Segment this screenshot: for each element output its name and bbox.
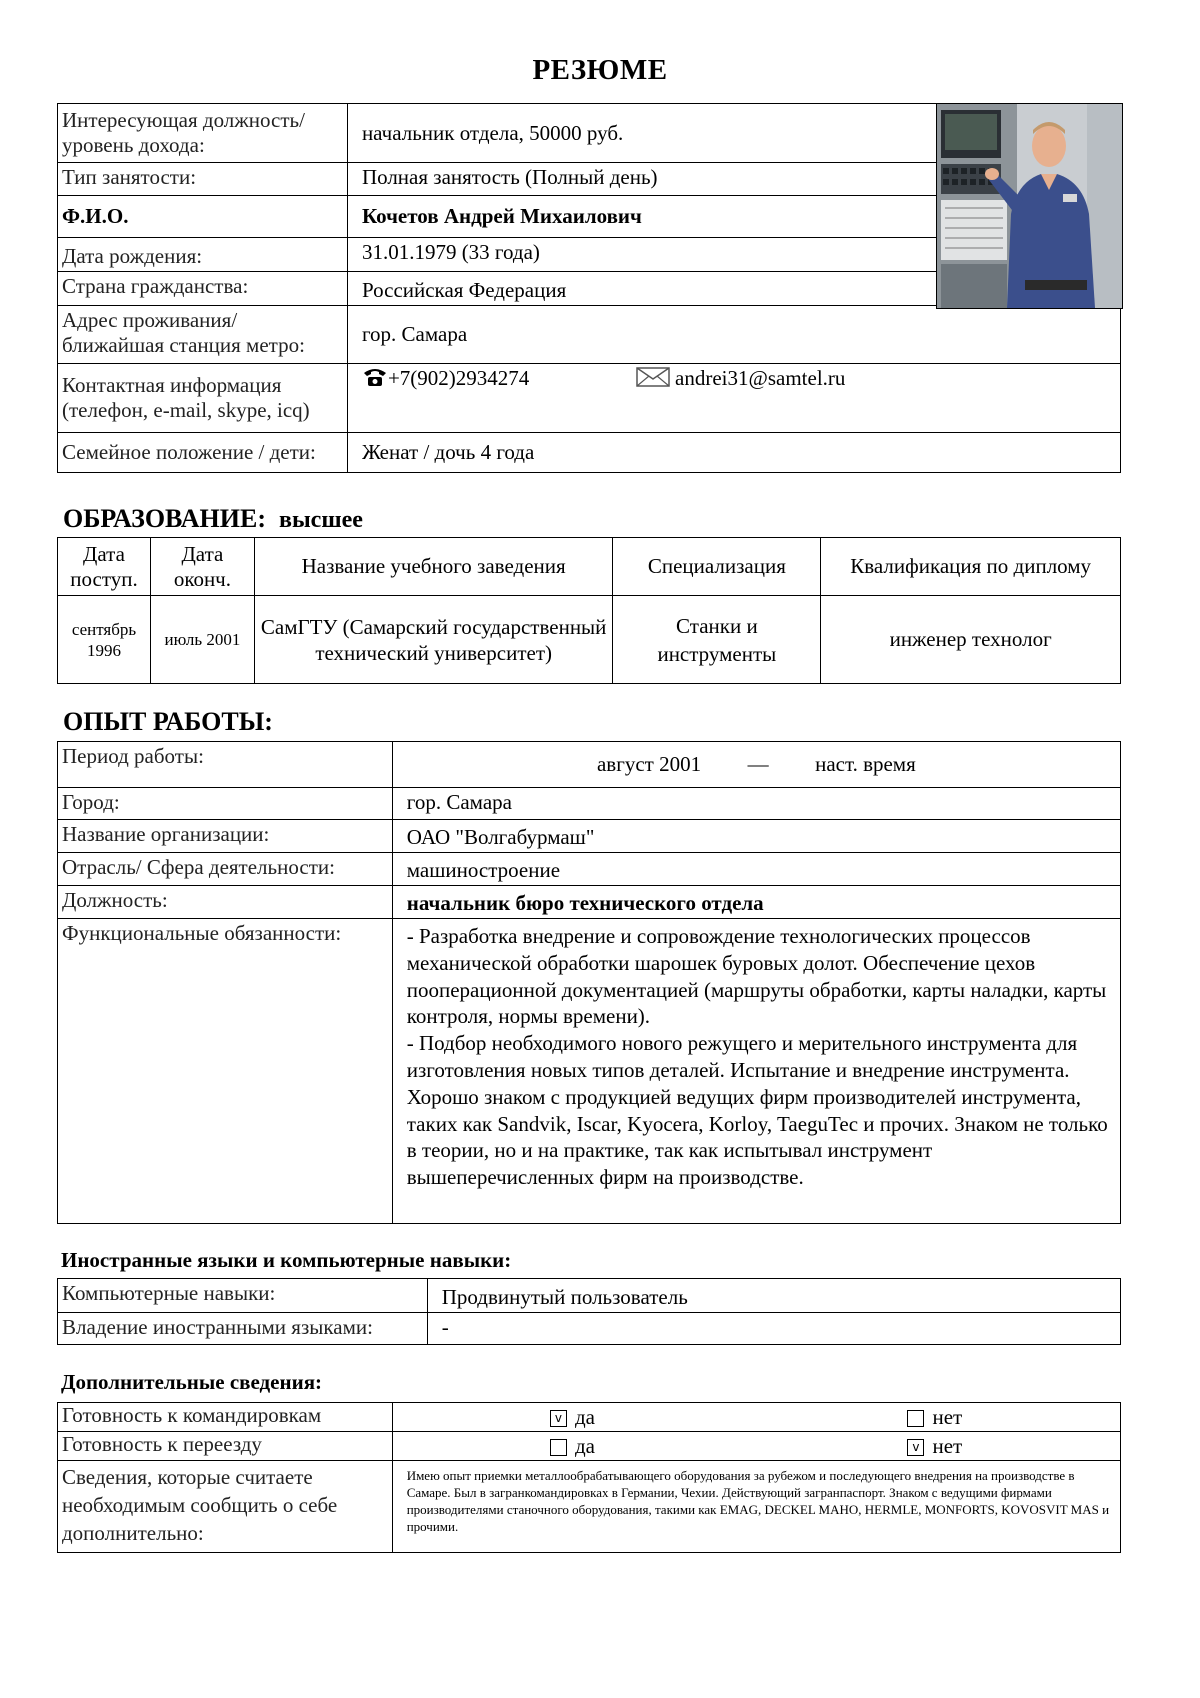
org-value: ОАО "Волгабурмаш" (392, 820, 1120, 853)
relocation-yes-checkbox[interactable] (550, 1439, 567, 1456)
phone-number[interactable]: +7(902)2934274 (387, 366, 530, 390)
duties-label: Функциональные обязанности: (58, 919, 393, 1224)
edu-header-start: Дата поступ. (58, 538, 151, 596)
family-label: Семейное положение / дети: (58, 433, 348, 473)
relocation-label: Готовность к переезду (58, 1432, 393, 1461)
edu-institution: СамГТУ (Самарский государственный технический университет) (254, 596, 613, 684)
work-table (57, 741, 1121, 1224)
job-label: Должность: (58, 886, 393, 919)
phone-icon (362, 366, 388, 394)
birth-value: 31.01.1979 (33 года) (347, 238, 939, 272)
edu-header-specialization: Специализация (613, 538, 821, 596)
travel-yes-label: да (574, 1404, 595, 1429)
additional-table (57, 1402, 1121, 1553)
position-value: начальник отдела, 50000 руб. (347, 104, 939, 163)
position-label: Интересующая должность/уровень дохода: (58, 104, 348, 163)
period-to: наст. время (815, 752, 916, 776)
edu-header-qualification: Квалификация по диплому (821, 538, 1121, 596)
travel-no-checkbox[interactable] (907, 1410, 924, 1427)
info-label: Сведения, которые считаете необходимым сообщить о себе дополнительно: (58, 1461, 393, 1553)
employment-value: Полная занятость (Полный день) (347, 163, 939, 196)
edu-qualification: инженер технолог (821, 596, 1121, 684)
additional-heading: Дополнительные сведения: (61, 1370, 323, 1394)
period-label: Период работы: (58, 742, 393, 788)
edu-header-institution: Название учебного заведения (254, 538, 613, 596)
address-label: Адрес проживания/ ближайшая станция метро: (58, 306, 348, 364)
languages-label: Владение иностранными языками: (58, 1313, 428, 1345)
portrait-photo (936, 103, 1123, 309)
travel-no-label: нет (932, 1404, 963, 1429)
employment-label: Тип занятости: (58, 163, 348, 196)
family-value: Женат / дочь 4 года (347, 433, 1120, 473)
skills-table (57, 1278, 1121, 1345)
job-value: начальник бюро технического отдела (392, 886, 1120, 919)
education-level: высшее (278, 507, 363, 533)
address-value: гор. Самара (347, 306, 1120, 364)
edu-specialization: Станки и инструменты (613, 596, 821, 684)
info-value: Имею опыт приемки металлообрабатывающего оборудования за рубежом и последующего внедрения на производстве в Самаре. Был в загранкомандировках в Германии, Чехии. Действующий загранпаспорт. Знаком с ведущими фирмами производителями станочного оборудования, такими как EMAG, DECKEL MAHO, HERMLE, MONFORTS, KOVOSVIT MAS и прочими. (392, 1461, 1120, 1553)
edu-header-end: Дата оконч. (150, 538, 254, 596)
education-table (57, 537, 1121, 684)
page-title: РЕЗЮМЕ (532, 54, 668, 86)
birth-label: Дата рождения: (58, 238, 348, 272)
languages-value: - (427, 1313, 1120, 1345)
name-label: Ф.И.О. (58, 196, 348, 238)
envelope-icon (636, 366, 670, 394)
relocation-yes-label: да (574, 1433, 595, 1458)
name-value: Кочетов Андрей Михаилович (347, 196, 939, 238)
work-heading: ОПЫТ РАБОТЫ: (63, 707, 273, 736)
travel-options (392, 1403, 1120, 1432)
period-value (392, 742, 1120, 788)
city-label: Город: (58, 788, 393, 820)
duties-value: - Разработка внедрение и сопровождение технологических процессов механической обработки шарошек буровых долот. Обеспечение цехов пооперационной документацией (маршруты обработки, карты наладки, карты контроля, нормы времени). - Подбор необходимого нового режущего и мерительного инструмента для изготовления новых типов деталей. Испытание и внедрение инструмента. Хорошо знаком с продукцией ведущих фирм производителей инструмента, таких как Sandvik, Iscar, Kyocera, Korloy, TaeguTec и прочих. Знаком не только в теории, но и на практике, так как испытывал инструмент вышеперечисленных фирм на производстве. (392, 919, 1120, 1224)
edu-end-date: июль 2001 (150, 596, 254, 684)
education-heading-label: ОБРАЗОВАНИЕ: (63, 504, 266, 533)
citizenship-value: Российская Федерация (347, 272, 939, 306)
travel-yes-checkbox[interactable]: v (550, 1410, 567, 1427)
relocation-options (392, 1432, 1120, 1461)
contact-value (347, 364, 1120, 433)
city-value: гор. Самара (392, 788, 1120, 820)
computer-skills-label: Компьютерные навыки: (58, 1279, 428, 1313)
relocation-no-label: нет (932, 1433, 963, 1458)
computer-skills-value: Продвинутый пользователь (427, 1279, 1120, 1313)
skills-heading: Иностранные языки и компьютерные навыки: (61, 1248, 512, 1272)
period-from: август 2001 (596, 752, 702, 776)
period-dash: — (747, 752, 769, 776)
email-address[interactable]: andrei31@samtel.ru (675, 366, 846, 390)
industry-value: машиностроение (392, 853, 1120, 886)
contact-label: Контактная информация (телефон, e-mail, skype, icq) (58, 364, 348, 433)
edu-start-date: сентябрь 1996 (58, 596, 151, 684)
org-label: Название организации: (58, 820, 393, 853)
citizenship-label: Страна гражданства: (58, 272, 348, 306)
industry-label: Отрасль/ Сфера деятельности: (58, 853, 393, 886)
travel-label: Готовность к командировкам (58, 1403, 393, 1432)
education-heading (63, 504, 363, 534)
relocation-no-checkbox[interactable]: v (907, 1439, 924, 1456)
